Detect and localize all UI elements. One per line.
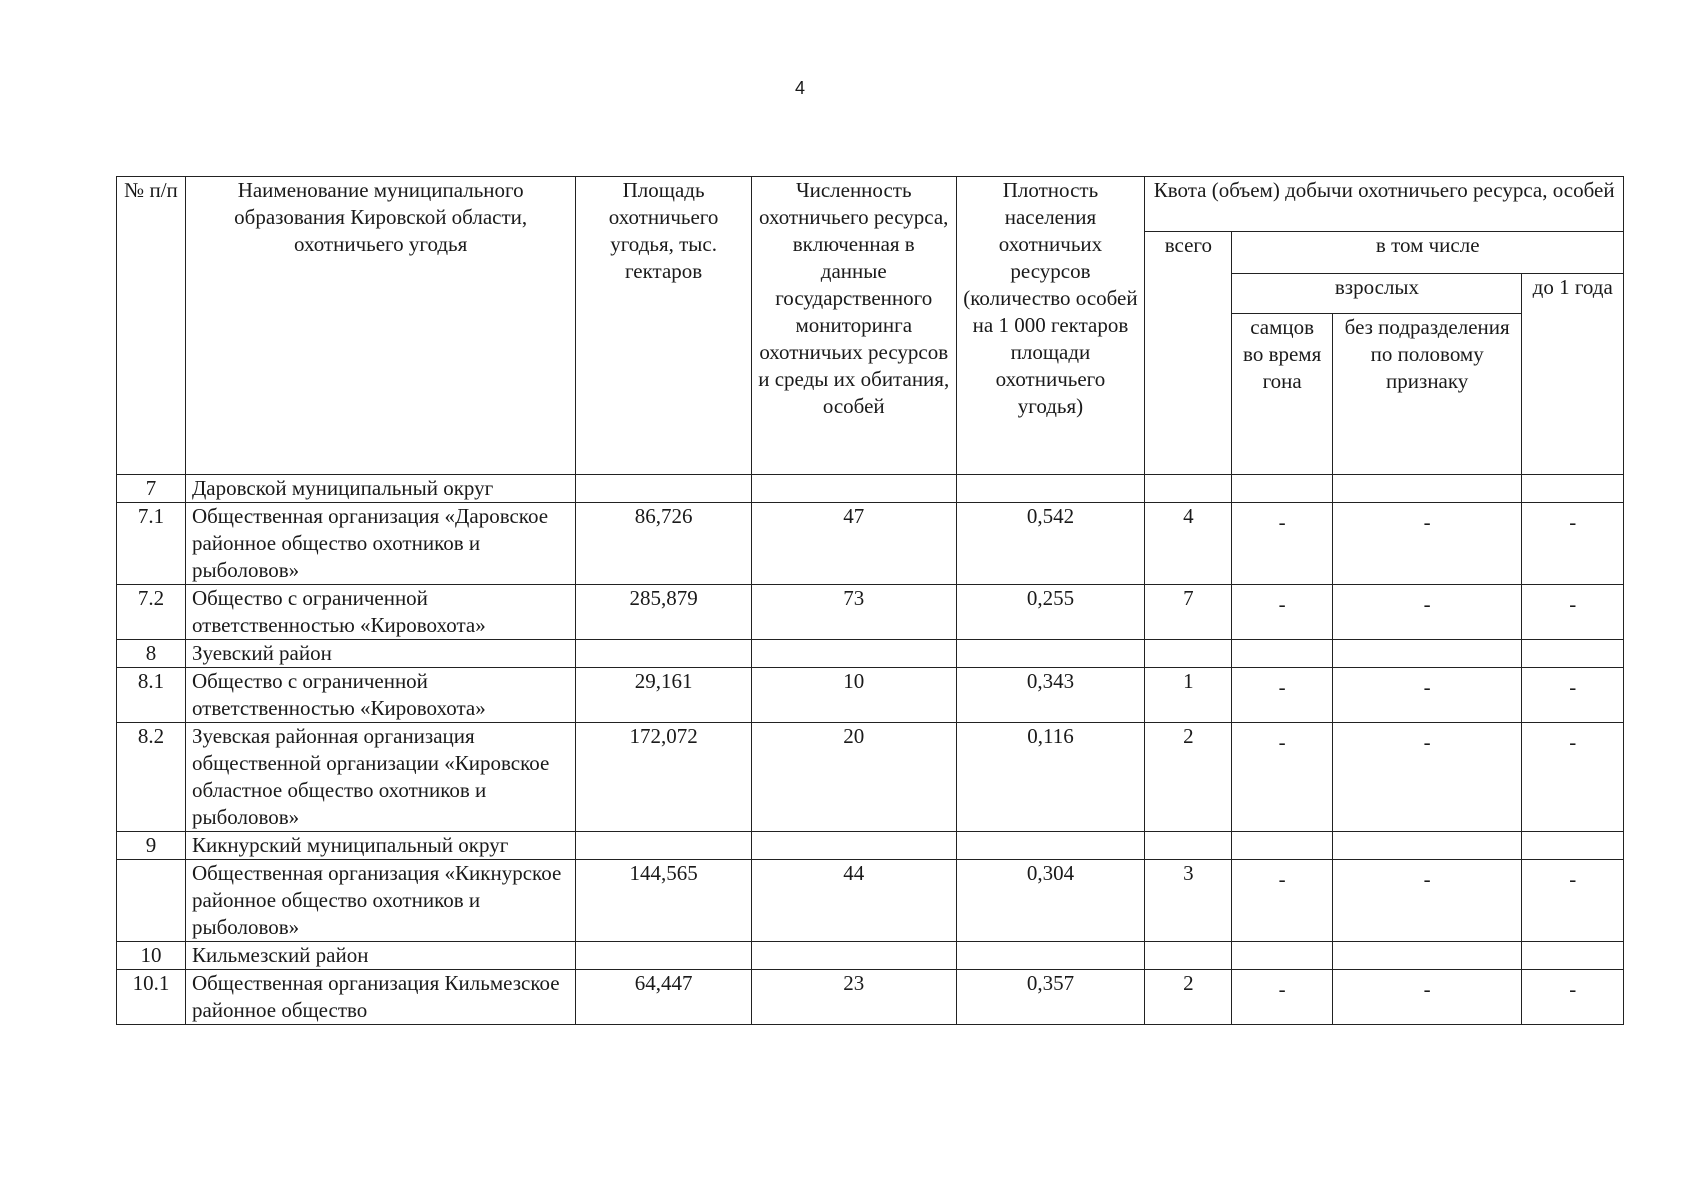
row-under1: [1522, 640, 1624, 668]
row-name: Общество с ограниченной ответственностью «Кировохота»: [185, 668, 575, 723]
row-total: 3: [1145, 860, 1232, 942]
row-no-sex: [1332, 942, 1522, 970]
row-count: [751, 942, 956, 970]
row-number: 8.1: [117, 668, 186, 723]
row-no-sex: [1332, 475, 1522, 503]
header-males-rut: самцов во время гона: [1232, 314, 1332, 475]
header-adults: взрослых: [1232, 274, 1522, 314]
table-row: [117, 503, 1624, 585]
row-number: 9: [117, 832, 186, 860]
row-total: 2: [1145, 970, 1232, 1025]
row-area: 64,447: [576, 970, 751, 1025]
row-total: [1145, 475, 1232, 503]
row-count: 47: [751, 503, 956, 585]
row-name: Зуевский район: [185, 640, 575, 668]
row-total: 1: [1145, 668, 1232, 723]
row-total: 7: [1145, 585, 1232, 640]
row-count: 44: [751, 860, 956, 942]
row-name: Кильмезский район: [185, 942, 575, 970]
row-no-sex: [1332, 640, 1522, 668]
row-name: Зуевская районная организация общественной организации «Кировское областное общество охотников и рыболовов»: [185, 723, 575, 832]
row-number: 8.2: [117, 723, 186, 832]
row-no-sex: [1332, 832, 1522, 860]
header-density: Плотность населения охотничьих ресурсов (количество особей на 1 000 гектаров площади охотничьего угодья): [956, 177, 1145, 475]
row-males-rut: [1232, 832, 1332, 860]
row-number: [117, 860, 186, 942]
row-number: 7.2: [117, 585, 186, 640]
row-under1: -: [1522, 503, 1624, 585]
row-area: 285,879: [576, 585, 751, 640]
row-count: 73: [751, 585, 956, 640]
row-under1: -: [1522, 723, 1624, 832]
row-count: [751, 475, 956, 503]
row-density: 0,343: [956, 668, 1145, 723]
row-total: [1145, 942, 1232, 970]
row-area: 29,161: [576, 668, 751, 723]
row-under1: [1522, 942, 1624, 970]
row-under1: [1522, 832, 1624, 860]
quota-table: [116, 176, 1624, 1025]
row-males-rut: -: [1232, 970, 1332, 1025]
row-area: [576, 640, 751, 668]
row-males-rut: -: [1232, 860, 1332, 942]
row-name: Общественная организация «Кикнурское районное общество охотников и рыболовов»: [185, 860, 575, 942]
header-count: Численность охотничьего ресурса, включенная в данные государственного мониторинга охотничьих ресурсов и среды их обитания, особей: [751, 177, 956, 475]
header-area: Площадь охотничьего угодья, тыс. гектаров: [576, 177, 751, 475]
row-males-rut: [1232, 640, 1332, 668]
header-quota: Квота (объем) добычи охотничьего ресурса, особей: [1145, 177, 1624, 232]
table-row: [117, 668, 1624, 723]
row-total: 2: [1145, 723, 1232, 832]
row-males-rut: -: [1232, 723, 1332, 832]
row-total: [1145, 832, 1232, 860]
row-density: 0,542: [956, 503, 1145, 585]
row-no-sex: -: [1332, 668, 1522, 723]
row-name: Даровской муниципальный округ: [185, 475, 575, 503]
row-name: Общественная организация «Даровское районное общество охотников и рыболовов»: [185, 503, 575, 585]
header-name: Наименование муниципального образования Кировской области, охотничьего угодья: [185, 177, 575, 475]
header-num: № п/п: [117, 177, 186, 475]
row-under1: [1522, 475, 1624, 503]
table-row: [117, 723, 1624, 832]
row-name: Общественная организация Кильмезское районное общество: [185, 970, 575, 1025]
row-total: 4: [1145, 503, 1232, 585]
header-row: [117, 177, 1624, 232]
row-males-rut: [1232, 942, 1332, 970]
row-no-sex: -: [1332, 970, 1522, 1025]
row-name: Кикнурский муниципальный округ: [185, 832, 575, 860]
row-number: 7: [117, 475, 186, 503]
row-density: [956, 640, 1145, 668]
row-males-rut: -: [1232, 585, 1332, 640]
row-males-rut: [1232, 475, 1332, 503]
table-row: [117, 942, 1624, 970]
row-density: 0,116: [956, 723, 1145, 832]
row-count: 20: [751, 723, 956, 832]
header-total: всего: [1145, 232, 1232, 475]
table-row: [117, 970, 1624, 1025]
row-under1: -: [1522, 585, 1624, 640]
row-number: 10: [117, 942, 186, 970]
row-number: 10.1: [117, 970, 186, 1025]
row-number: 7.1: [117, 503, 186, 585]
row-density: 0,357: [956, 970, 1145, 1025]
row-area: 86,726: [576, 503, 751, 585]
row-density: [956, 475, 1145, 503]
header-under1: до 1 года: [1522, 274, 1624, 475]
row-name: Общество с ограниченной ответственностью «Кировохота»: [185, 585, 575, 640]
row-density: [956, 942, 1145, 970]
row-no-sex: -: [1332, 585, 1522, 640]
row-under1: -: [1522, 970, 1624, 1025]
row-males-rut: -: [1232, 503, 1332, 585]
header-no-sex: без подразделения по половому признаку: [1332, 314, 1522, 475]
row-no-sex: -: [1332, 860, 1522, 942]
table-row: [117, 832, 1624, 860]
table-row: [117, 640, 1624, 668]
row-under1: -: [1522, 860, 1624, 942]
row-under1: -: [1522, 668, 1624, 723]
table-row: [117, 860, 1624, 942]
row-density: 0,304: [956, 860, 1145, 942]
row-area: [576, 832, 751, 860]
row-males-rut: -: [1232, 668, 1332, 723]
row-count: 23: [751, 970, 956, 1025]
row-density: 0,255: [956, 585, 1145, 640]
row-no-sex: -: [1332, 723, 1522, 832]
row-area: [576, 942, 751, 970]
row-density: [956, 832, 1145, 860]
row-area: 144,565: [576, 860, 751, 942]
table-row: [117, 475, 1624, 503]
row-no-sex: -: [1332, 503, 1522, 585]
row-total: [1145, 640, 1232, 668]
table-row: [117, 585, 1624, 640]
page-number: 4: [794, 78, 805, 98]
row-area: [576, 475, 751, 503]
row-area: 172,072: [576, 723, 751, 832]
row-number: 8: [117, 640, 186, 668]
row-count: 10: [751, 668, 956, 723]
row-count: [751, 640, 956, 668]
row-count: [751, 832, 956, 860]
header-including: в том числе: [1232, 232, 1624, 274]
